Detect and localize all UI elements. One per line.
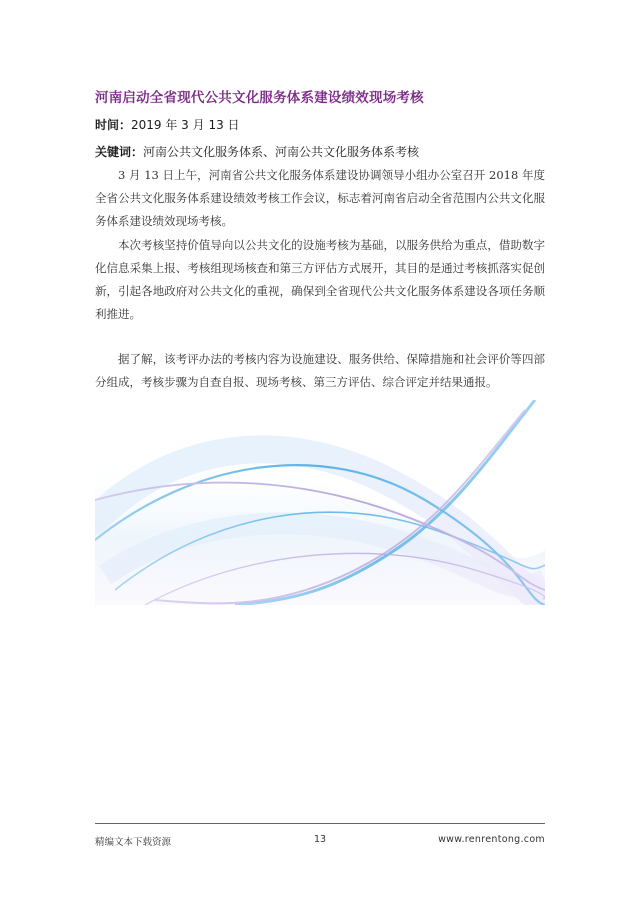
paragraph-1: 3 月 13 日上午，河南省公共文化服务体系建设协调领导小组办公室召开 2018 年度全省公共文化服务体系建设绩效考核工作会议，标志着河南省启动全省范围内公共文化服务体系建设绩效现场考核。 (95, 168, 545, 228)
article-title: 河南启动全省现代公共文化服务体系建设绩效现场考核 (95, 90, 424, 106)
paragraph-2: 本次考核坚持价值导向以公共文化的设施考核为基础，以服务供给为重点，借助数字化信息采集上报、考核组现场核查和第三方评估方式展开，其目的是通过考核抓落实促创新，引起各地政府对公共文化的重视，确保到全省现代公共文化服务体系建设各项任务顺利推进。 (95, 238, 545, 321)
wave-decoration-graphic (95, 400, 545, 605)
page-footer (95, 823, 545, 846)
paragraph-3: 据了解，该考评办法的考核内容为设施建设、服务供给、保障措施和社会评价等四部分组成，考核步骤为自查自报、现场考核、第三方评估、综合评定并结果通报。 (95, 352, 545, 389)
page-number: 13 (313, 834, 327, 845)
keywords-value: 河南公共文化服务体系、河南公共文化服务体系考核 (143, 145, 420, 159)
keywords-label: 关键词： (95, 145, 144, 159)
time-value: 2019 年 3 月 13 日 (131, 118, 240, 132)
footer-left-text: 精编文本下载资源 (95, 837, 172, 848)
footer-website: www.renrentong.com (438, 834, 545, 845)
keywords-line (95, 143, 419, 160)
time-line (95, 116, 240, 133)
time-label: 时间： (95, 118, 132, 132)
